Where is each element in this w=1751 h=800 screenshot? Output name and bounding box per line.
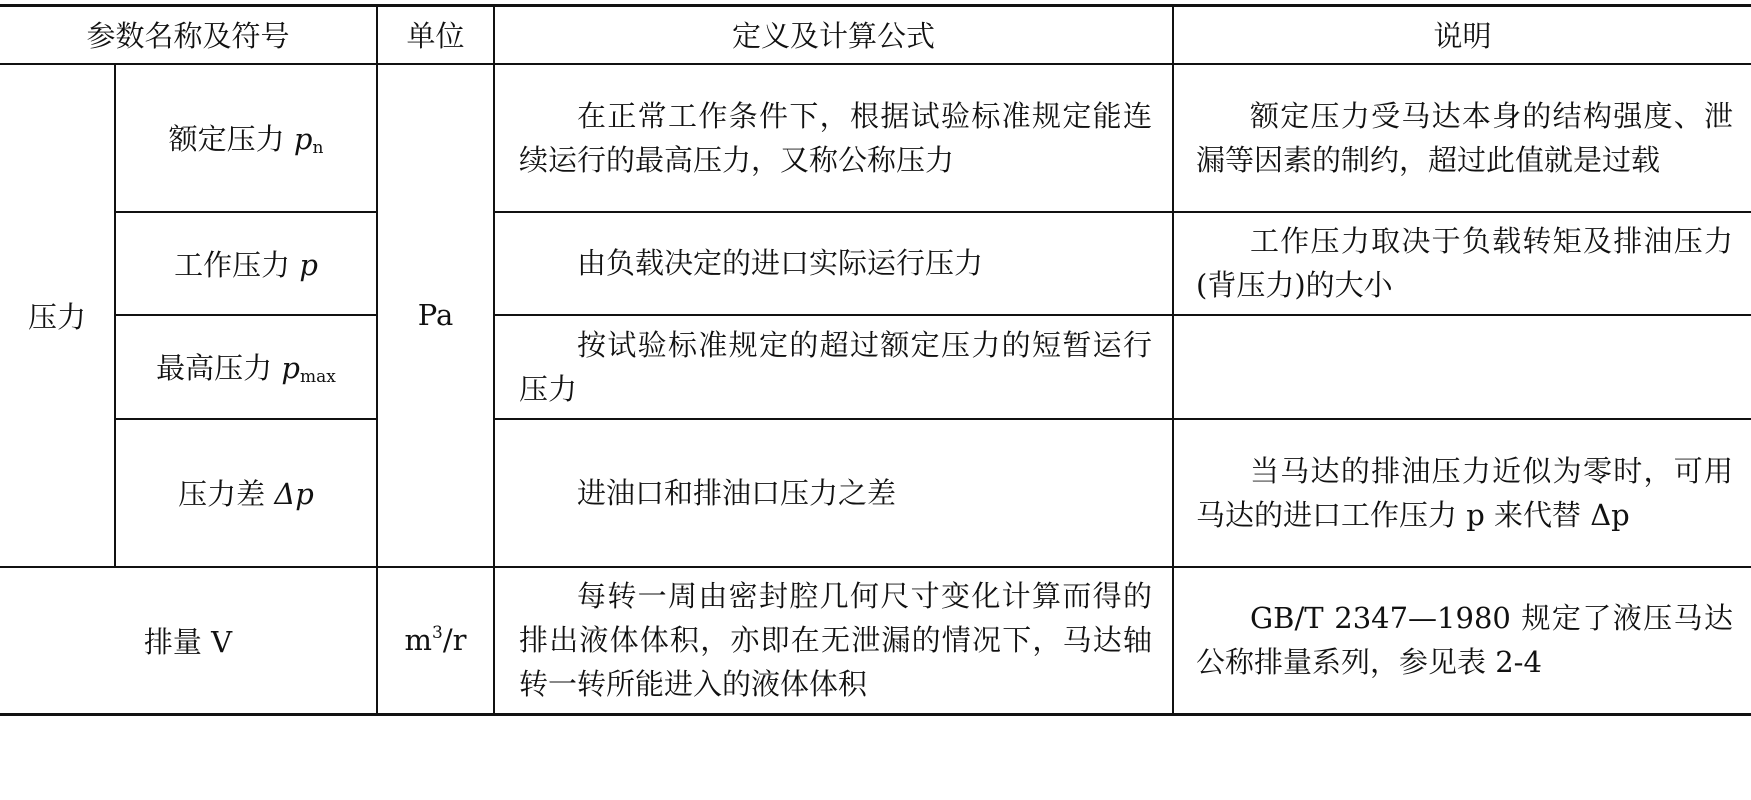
param-name-cell xyxy=(115,212,377,315)
param-name-cell xyxy=(115,315,377,419)
param-symbol: p xyxy=(299,247,318,282)
param-note: 工作压力取决于负载转矩及排油压力(背压力)的大小 xyxy=(1173,212,1751,315)
displacement-unit xyxy=(377,567,494,715)
unit-exponent: 3 xyxy=(432,623,443,644)
param-definition: 每转一周由密封腔几何尺寸变化计算而得的排出液体体积，亦即在无泄漏的情况下，马达轴转一转所能进入的液体体积 xyxy=(494,567,1173,715)
param-note xyxy=(1173,315,1751,419)
pressure-group-label: 压力 xyxy=(0,64,115,567)
table-row-pressure-difference xyxy=(0,419,1751,567)
param-name: 排量 V xyxy=(0,567,377,715)
param-definition: 由负载决定的进口实际运行压力 xyxy=(494,212,1173,315)
unit-rest: /r xyxy=(442,623,467,658)
table-row-rated-pressure xyxy=(0,64,1751,212)
param-definition: 进油口和排油口压力之差 xyxy=(494,419,1173,567)
param-name-cell xyxy=(115,419,377,567)
header-definition: 定义及计算公式 xyxy=(494,6,1173,64)
param-symbol: p xyxy=(293,122,313,156)
pressure-unit: Pa xyxy=(377,64,494,567)
header-row xyxy=(0,6,1751,64)
param-definition: 按试验标准规定的超过额定压力的短暂运行压力 xyxy=(494,315,1173,419)
table-row-displacement xyxy=(0,567,1751,715)
table-row-working-pressure xyxy=(0,212,1751,315)
param-name-cell xyxy=(115,64,377,212)
param-definition: 在正常工作条件下，根据试验标准规定能连续运行的最高压力，又称公称压力 xyxy=(494,64,1173,212)
header-note: 说明 xyxy=(1173,6,1751,64)
param-subscript: max xyxy=(299,367,336,387)
param-name: 最高压力 xyxy=(156,351,273,385)
param-symbol: p xyxy=(281,351,300,385)
header-name: 参数名称及符号 xyxy=(0,6,377,64)
param-name: 工作压力 xyxy=(174,247,291,282)
param-subscript: n xyxy=(312,138,324,158)
unit-base: m xyxy=(404,623,433,658)
param-symbol: Δp xyxy=(274,477,314,511)
param-name: 压力差 xyxy=(178,477,266,511)
parameters-table xyxy=(0,4,1751,716)
param-note: 当马达的排油压力近似为零时，可用马达的进口工作压力 p 来代替 Δp xyxy=(1173,419,1751,567)
param-note: GB/T 2347—1980 规定了液压马达公称排量系列，参见表 2-4 xyxy=(1173,567,1751,715)
header-unit: 单位 xyxy=(377,6,494,64)
param-note: 额定压力受马达本身的结构强度、泄漏等因素的制约，超过此值就是过载 xyxy=(1173,64,1751,212)
table-row-max-pressure xyxy=(0,315,1751,419)
param-name: 额定压力 xyxy=(168,122,285,156)
